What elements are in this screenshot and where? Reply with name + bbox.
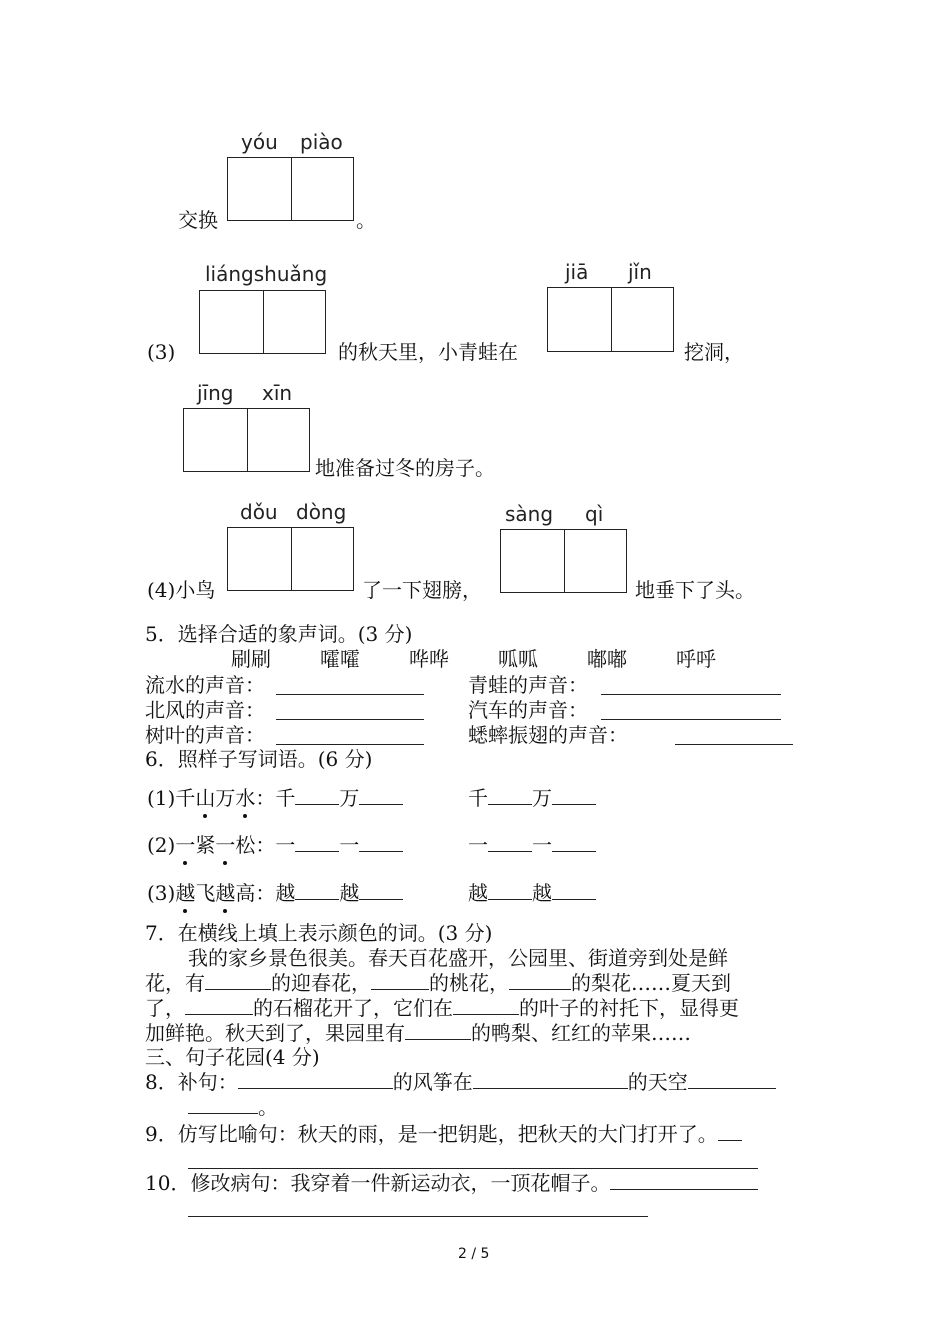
example-row	[147, 881, 403, 905]
dotted-char: 山	[195, 786, 216, 810]
answer-box-pair[interactable]	[227, 157, 354, 221]
answer-line[interactable]	[552, 833, 596, 852]
pinyin: jǐn	[628, 260, 652, 284]
pinyin: jiā	[565, 260, 589, 284]
prompt: 树叶的声音：	[145, 723, 265, 747]
pinyin: dòng	[296, 500, 347, 524]
char: 一	[468, 833, 488, 857]
pinyin: piào	[300, 130, 343, 154]
text: 交换	[178, 208, 218, 232]
answer-line[interactable]	[488, 833, 532, 852]
paragraph-line	[145, 971, 731, 995]
char: 紧	[195, 833, 216, 857]
char: 一	[532, 833, 552, 857]
answer-line[interactable]	[276, 726, 424, 745]
dotted-char: 水	[235, 786, 256, 810]
text: 9．仿写比喻句：秋天的雨，是一把钥匙，把秋天的大门打开了。	[145, 1122, 718, 1146]
dotted-char: 越	[215, 881, 236, 905]
answer-box-pair[interactable]	[183, 408, 310, 472]
page-number: 2 / 5	[458, 1246, 490, 1262]
option: 刷刷	[231, 647, 271, 671]
text: 。	[258, 1095, 278, 1119]
char: 千	[468, 786, 488, 810]
section-heading: 三、句子花园(4 分)	[145, 1045, 320, 1069]
answer-line[interactable]	[509, 971, 571, 990]
text: 地准备过冬的房子。	[315, 456, 495, 480]
answer-line[interactable]	[238, 1070, 393, 1089]
char: 千	[275, 786, 296, 810]
answer-line[interactable]	[453, 996, 519, 1015]
prompt: 青蛙的声音：	[468, 673, 588, 697]
dotted-char: 一	[175, 833, 196, 857]
answer-line[interactable]	[188, 1198, 648, 1217]
char: 万	[215, 786, 236, 810]
practice-row	[468, 786, 596, 810]
text: 挖洞，	[684, 340, 744, 364]
text: 的叶子的衬托下，显得更	[519, 996, 739, 1020]
pinyin: liángshuǎng	[205, 262, 328, 286]
practice-row	[468, 833, 596, 857]
answer-line[interactable]	[205, 971, 271, 990]
row-number: (2)	[147, 833, 176, 857]
char: 飞	[195, 881, 216, 905]
text: (4)小鸟	[147, 578, 216, 602]
answer-line[interactable]	[185, 996, 253, 1015]
text: 8．补句：	[145, 1070, 238, 1094]
question-title: 6．照样子写词语。(6 分)	[145, 747, 373, 771]
text: 10．修改病句：我穿着一件新运动衣，一顶花帽子。	[145, 1171, 611, 1195]
question-number: (3)	[147, 340, 176, 364]
answer-line[interactable]	[295, 881, 339, 900]
answer-line[interactable]	[405, 1021, 471, 1040]
char: 越	[339, 881, 360, 905]
pinyin: sàng	[505, 502, 554, 526]
option: 哗哗	[409, 647, 449, 671]
char: 一	[339, 833, 360, 857]
answer-line[interactable]	[488, 881, 532, 900]
question-line	[145, 1122, 742, 1146]
colon: ：	[255, 881, 276, 905]
paragraph-line	[145, 1021, 691, 1045]
text: 的天空	[627, 1070, 688, 1094]
paragraph-line: 我的家乡景色很美。春天百花盛开，公园里、街道旁到处是鲜	[188, 946, 728, 970]
text: 的鸭梨、红红的苹果……	[471, 1021, 691, 1045]
dotted-char: 一	[215, 833, 236, 857]
answer-line[interactable]	[610, 1171, 758, 1190]
answer-line[interactable]	[488, 786, 532, 805]
prompt: 汽车的声音：	[468, 698, 588, 722]
text: 的秋天里，小青蛙在	[338, 340, 518, 364]
answer-line[interactable]	[552, 881, 596, 900]
question-title: 5．选择合适的象声词。(3 分)	[145, 622, 413, 646]
question-line	[145, 1070, 776, 1094]
question-title: 7．在横线上填上表示颜色的词。(3 分)	[145, 921, 493, 945]
option: 呱呱	[498, 647, 538, 671]
answer-line[interactable]	[359, 881, 403, 900]
answer-line[interactable]	[276, 676, 424, 695]
answer-line[interactable]	[276, 701, 424, 720]
char: 千	[175, 786, 196, 810]
answer-line[interactable]	[688, 1070, 776, 1089]
answer-line[interactable]	[295, 786, 339, 805]
text: 了一下翅膀，	[362, 578, 482, 602]
question-line	[188, 1095, 278, 1119]
answer-line[interactable]	[601, 701, 781, 720]
char: 一	[275, 833, 296, 857]
pinyin: qì	[585, 502, 604, 526]
answer-box-pair[interactable]	[547, 287, 674, 352]
text: 。	[356, 208, 376, 232]
option: 嘟嘟	[587, 647, 627, 671]
question-line	[145, 1171, 758, 1195]
prompt: 蟋蟀振翅的声音：	[468, 723, 628, 747]
colon: ：	[255, 833, 276, 857]
prompt: 流水的声音：	[145, 673, 265, 697]
text: 加鲜艳。秋天到了，果园里有	[145, 1021, 405, 1045]
text: 的桃花，	[429, 971, 509, 995]
dotted-char: 越	[175, 881, 196, 905]
answer-line[interactable]	[371, 971, 429, 990]
text: 花，有	[145, 971, 205, 995]
answer-line[interactable]	[675, 726, 793, 745]
pinyin: dǒu	[240, 500, 278, 524]
option: 嚯嚯	[320, 647, 360, 671]
answer-line[interactable]	[295, 833, 339, 852]
char: 松	[235, 833, 256, 857]
answer-line[interactable]	[359, 786, 403, 805]
text: 地垂下了头。	[635, 578, 755, 602]
answer-line[interactable]	[601, 676, 781, 695]
char: 越	[275, 881, 296, 905]
answer-line[interactable]	[188, 1095, 258, 1114]
text: 的迎春花，	[271, 971, 371, 995]
answer-line[interactable]	[188, 1150, 758, 1169]
answer-box-pair[interactable]	[500, 529, 627, 593]
pinyin: jīng	[197, 381, 234, 405]
prompt: 北风的声音：	[145, 698, 265, 722]
char: 万	[339, 786, 360, 810]
char: 越	[468, 881, 488, 905]
answer-line[interactable]	[359, 833, 403, 852]
pinyin: xīn	[262, 381, 293, 405]
row-number: (1)	[147, 786, 176, 810]
text: 的梨花……夏天到	[571, 971, 731, 995]
example-row	[147, 786, 403, 810]
char: 高	[235, 881, 256, 905]
text: 了，	[145, 996, 185, 1020]
pinyin: yóu	[241, 130, 278, 154]
answer-box-pair[interactable]	[227, 527, 354, 591]
answer-line[interactable]	[473, 1070, 628, 1089]
paragraph-line	[145, 996, 739, 1020]
char: 越	[532, 881, 552, 905]
text: 的风筝在	[392, 1070, 473, 1094]
answer-line[interactable]	[552, 786, 596, 805]
example-row	[147, 833, 403, 857]
practice-row	[468, 881, 596, 905]
char: 万	[532, 786, 552, 810]
text: 的石榴花开了，它们在	[253, 996, 453, 1020]
colon: ：	[255, 786, 276, 810]
answer-box-pair[interactable]	[199, 290, 326, 354]
row-number: (3)	[147, 881, 176, 905]
option: 呼呼	[676, 647, 716, 671]
answer-line[interactable]	[718, 1122, 742, 1141]
